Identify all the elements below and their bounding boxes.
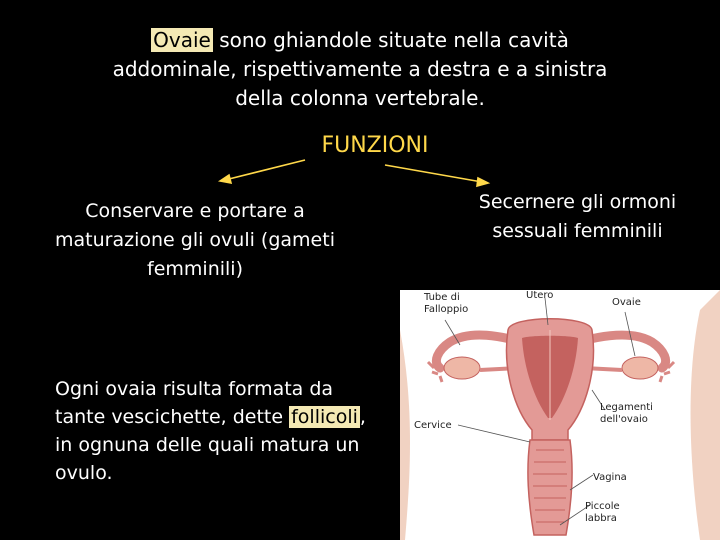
uterus-illustration [400,290,720,540]
intro-paragraph [100,26,620,113]
intro-text: sono ghiandole situate nella cavità addominale, rispettivamente a destra e a sinistra della colonna vertebrale. [112,28,608,110]
right-ovary [622,357,658,379]
ovaie-highlight: Ovaie [153,28,211,52]
function-left: Conservare e portare a maturazione gli ovuli (gameti femminili) [55,200,335,280]
arrow-left [225,160,305,180]
label-legamenti: Legamenti dell'ovaio [600,402,653,425]
arrow-left-head [220,175,231,183]
label-tube: Tube di Falloppio [424,292,469,315]
function-right: Secernere gli ormoni sessuali femminili [478,191,677,242]
follicoli-highlight: follicoli [291,406,358,428]
vagina [528,440,572,535]
follicoli-note [55,375,370,487]
arrow-right [385,165,482,182]
label-ovaie: Ovaie [612,297,641,308]
label-cervice: Cervice [414,420,452,431]
label-utero: Utero [526,290,554,301]
note-text-after: , in ognuna delle quali matura un ovulo. [55,406,366,484]
note-text-before: Ogni ovaia risulta formata da tante vescichette, dette [55,378,334,428]
label-labbra: Piccole labbra [585,501,620,524]
uterus-drawing [400,290,720,540]
label-vagina: Vagina [593,472,627,483]
arrow-right-head [477,178,488,186]
left-ovary [444,357,480,379]
funzioni-title: FUNZIONI [321,133,429,158]
